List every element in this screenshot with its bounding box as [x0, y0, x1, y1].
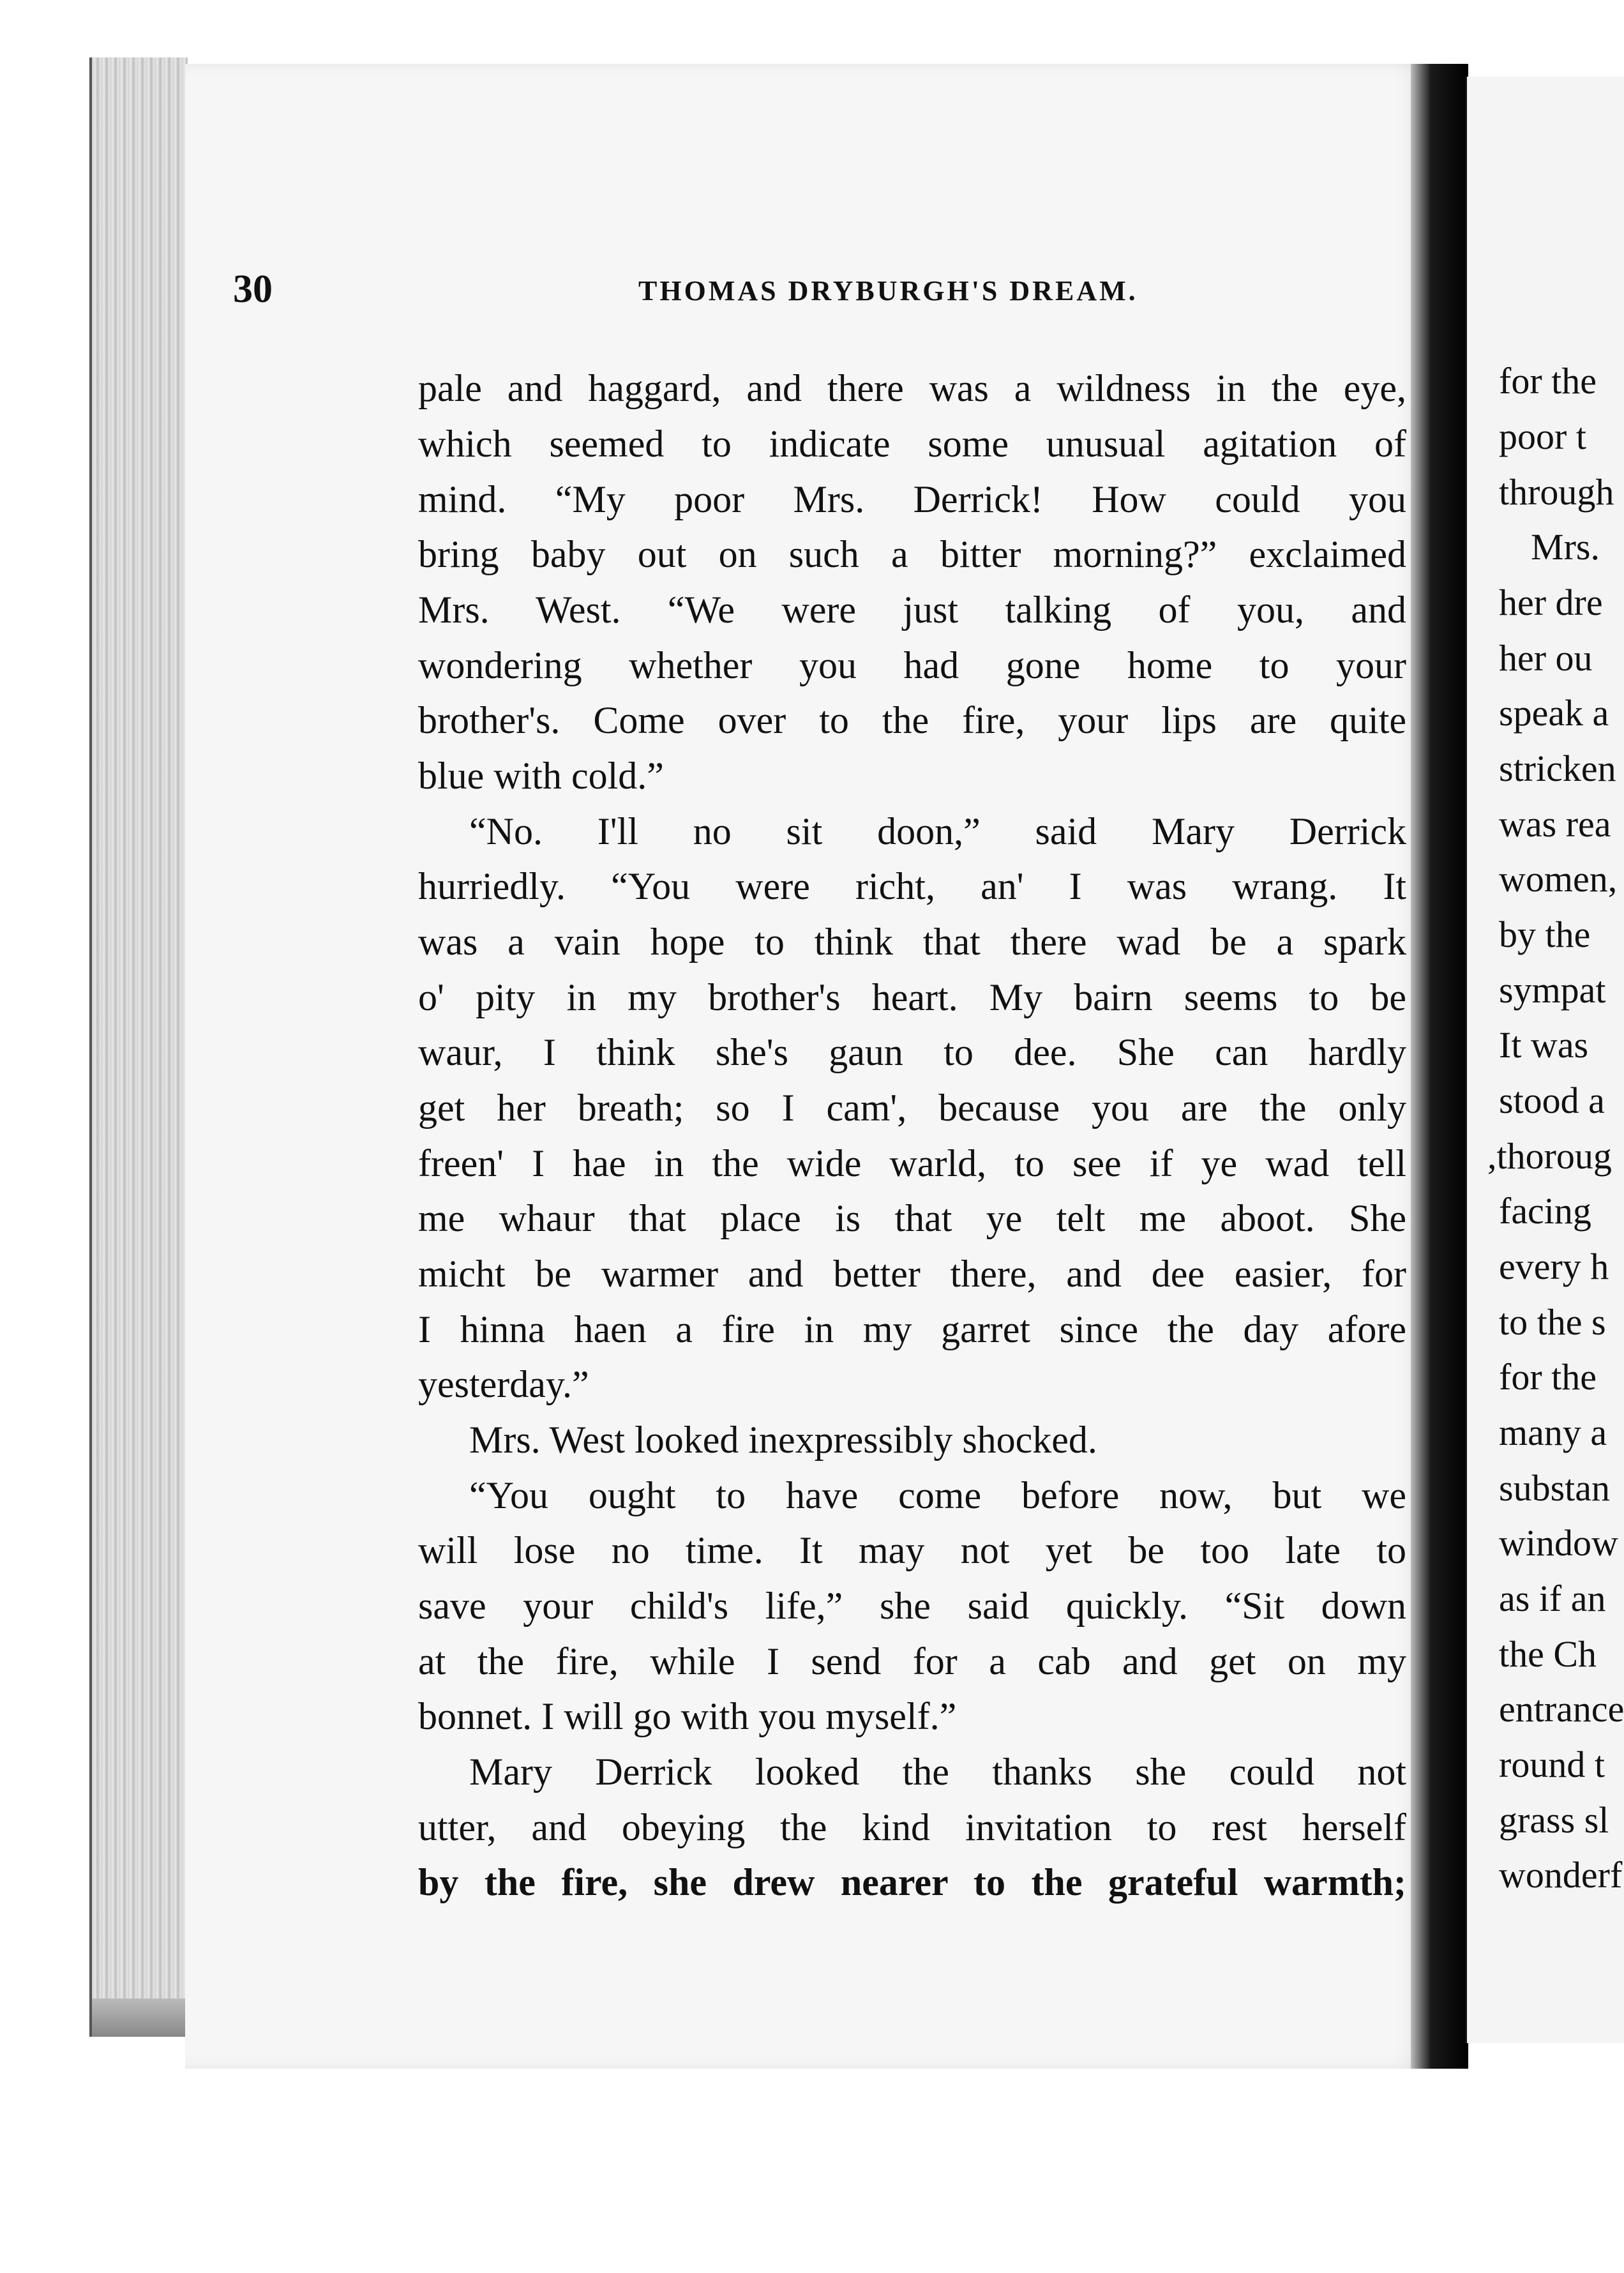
text-line: bring baby out on such a bitter morning?” exclaimed	[418, 533, 1406, 575]
facing-text-line: her ou	[1499, 637, 1593, 679]
text-line: waur, I think she's gaun to dee. She can hardly	[418, 1031, 1406, 1073]
text-line: utter, and obeying the kind invitation to rest herself	[418, 1806, 1406, 1848]
facing-text-line: Mrs.	[1531, 526, 1600, 568]
text-line: micht be warmer and better there, and dee easier, for	[418, 1253, 1406, 1295]
facing-text-line: poor t	[1499, 416, 1586, 457]
text-line: yesterday.”	[418, 1363, 589, 1405]
text-line: I hinna haen a fire in my garret since the day afore	[418, 1308, 1406, 1350]
text-line: at the fire, while I send for a cab and get on my	[418, 1640, 1406, 1682]
facing-text-line: her dre	[1499, 582, 1603, 623]
text-line: blue with cold.”	[418, 755, 664, 797]
text-line: mind. “My poor Mrs. Derrick! How could you	[418, 478, 1406, 520]
facing-text-line: by the	[1499, 914, 1591, 955]
facing-text-line: ,thoroug	[1487, 1135, 1612, 1177]
text-line: o' pity in my brother's heart. My bairn seems to be	[418, 976, 1406, 1018]
text-line: Mrs. West looked inexpressibly shocked.	[469, 1419, 1097, 1461]
facing-text-line: round t	[1499, 1744, 1605, 1785]
facing-text-line: substan	[1499, 1467, 1610, 1509]
facing-text-line: sympat	[1499, 969, 1606, 1011]
text-line: “No. I'll no sit doon,” said Mary Derrick	[469, 810, 1406, 852]
facing-text-line: for the	[1499, 360, 1597, 402]
text-line: save your child's life,” she said quickly. “Sit down	[418, 1585, 1406, 1627]
facing-text-line: stood a	[1499, 1080, 1605, 1121]
facing-text-line: facing	[1499, 1190, 1591, 1232]
text-line: by the fire, she drew nearer to the grateful warmth;	[418, 1861, 1406, 1903]
text-line: “You ought to have come before now, but we	[469, 1474, 1406, 1516]
facing-text-line: grass sl	[1499, 1799, 1609, 1841]
text-line: get her breath; so I cam', because you are the only	[418, 1087, 1406, 1129]
text-line: me whaur that place is that ye telt me aboot. She	[418, 1197, 1406, 1239]
facing-text-line: as if an	[1499, 1578, 1606, 1619]
facing-text-line: wonderf	[1499, 1854, 1623, 1896]
page-edges-shadow	[92, 1998, 188, 2037]
facing-text-line: window	[1499, 1522, 1618, 1564]
text-line: will lose no time. It may not yet be too late to	[418, 1529, 1406, 1571]
text-line: freen' I hae in the wide warld, to see if ye wad tell	[418, 1142, 1406, 1184]
page-number: 30	[233, 268, 273, 311]
text-line: hurriedly. “You were richt, an' I was wrang. It	[418, 865, 1406, 907]
facing-text-line: many a	[1499, 1412, 1607, 1453]
facing-page	[1465, 77, 1624, 2043]
text-line: pale and haggard, and there was a wildness in the eye,	[418, 367, 1406, 409]
book-gutter-shadow	[1411, 64, 1468, 2069]
text-line: wondering whether you had gone home to your	[418, 644, 1406, 686]
facing-text-line: the Ch	[1499, 1633, 1597, 1675]
facing-text-line: for the	[1499, 1356, 1597, 1398]
running-title: THOMAS DRYBURGH'S DREAM.	[638, 275, 1138, 306]
facing-text-line: through	[1499, 471, 1614, 513]
text-line: brother's. Come over to the fire, your lips are quite	[418, 699, 1406, 741]
text-line: bonnet. I will go with you myself.”	[418, 1695, 957, 1737]
text-line: which seemed to indicate some unusual agitation of	[418, 423, 1406, 465]
text-line: was a vain hope to think that there wad be a spark	[418, 921, 1406, 963]
facing-text-line: to the s	[1499, 1301, 1606, 1343]
facing-text-line: was rea	[1499, 803, 1611, 845]
facing-text-line: every h	[1499, 1246, 1609, 1287]
facing-text-line: It was	[1499, 1024, 1589, 1066]
facing-text-line: women,	[1499, 858, 1618, 900]
facing-text-line: speak a	[1499, 692, 1609, 734]
facing-text-line: stricken	[1499, 748, 1616, 789]
facing-text-line: entrance	[1499, 1688, 1624, 1730]
text-line: Mary Derrick looked the thanks she could not	[469, 1751, 1406, 1793]
book-page-edges	[89, 57, 188, 2037]
text-line: Mrs. West. “We were just talking of you, and	[418, 589, 1406, 631]
